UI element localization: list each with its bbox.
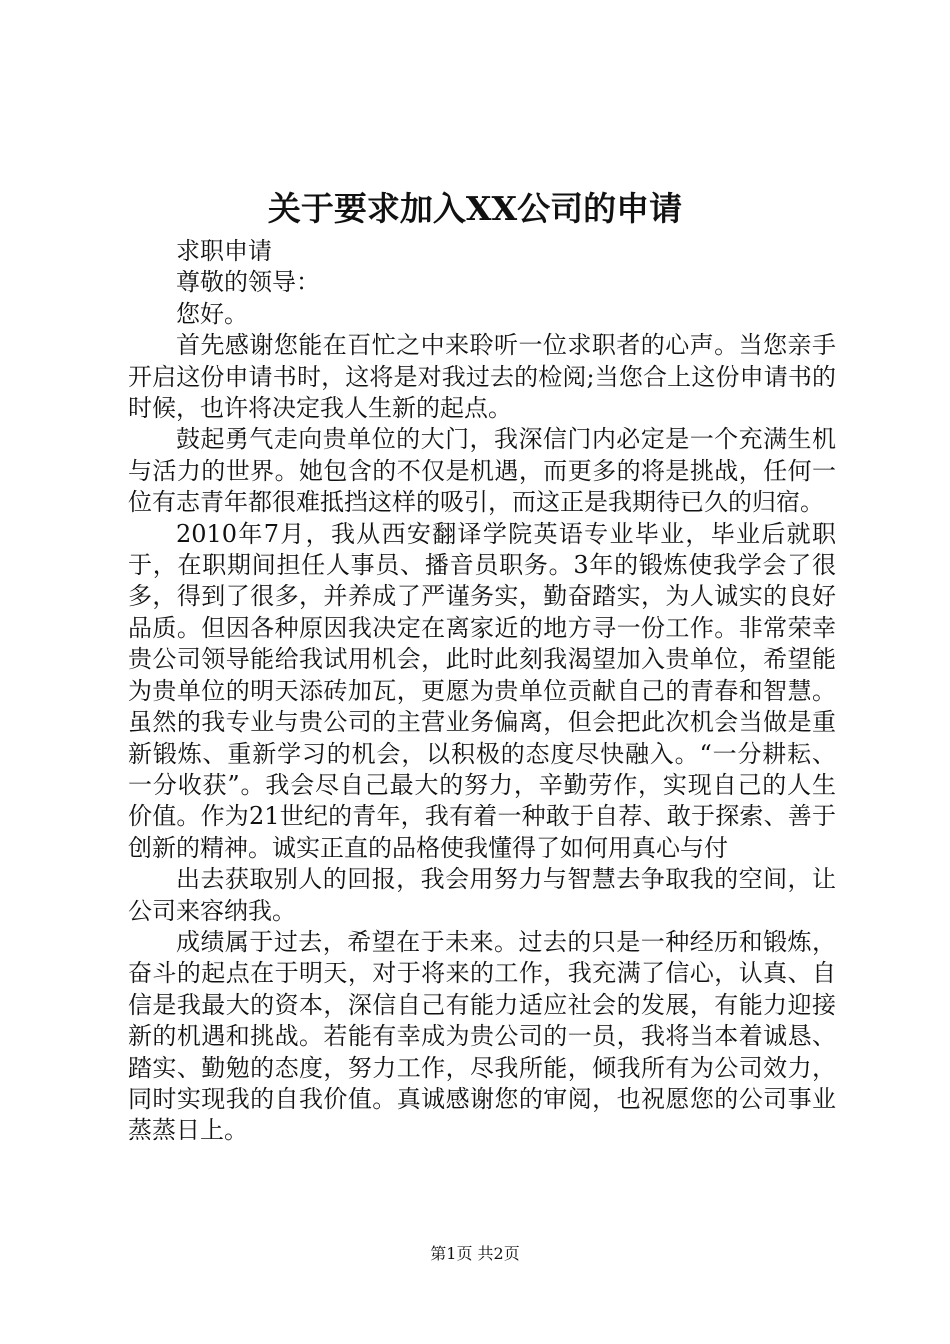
document-body	[128, 236, 836, 1147]
paragraph-greeting: 您好。	[176, 299, 248, 328]
paragraph-salutation: 尊敬的领导：	[176, 268, 320, 297]
paragraph-body: 出去获取别人的回报，我会用努力与智慧去争取我的空间，让公司来容纳我。	[128, 865, 836, 925]
paragraph-body: 成绩属于过去，希望在于未来。过去的只是一种经历和锻炼，奋斗的起点在于明天，对于将来的工作，我充满了信心，认真、自信是我最大的资本，深信自己有能力适应社会的发展，有能力迎接新的机遇和挑战。若能有幸成为贵公司的一员，我将当本着诚恳、踏实、勤勉的态度，努力工作，尽我所能，倾我所有为公司效力，同时实现我的自我价值。真诚感谢您的审阅，也祝愿您的公司事业蒸蒸日上。	[128, 927, 836, 1145]
paragraph-body: 鼓起勇气走向贵单位的大门，我深信门内必定是一个充满生机与活力的世界。她包含的不仅是机遇，而更多的将是挑战，任何一位有志青年都很难抵挡这样的吸引，而这正是我期待已久的归宿。	[128, 425, 836, 517]
paragraph-body: 首先感谢您能在百忙之中来聆听一位求职者的心声。当您亲手开启这份申请书时，这将是对我过去的检阅;当您合上这份申请书的时候，也许将决定我人生新的起点。	[128, 331, 836, 423]
paragraph-body: 2010年7月，我从西安翻译学院英语专业毕业，毕业后就职于，在职期间担任人事员、播音员职务。3年的锻炼使我学会了很多，得到了很多，并养成了严谨务实，勤奋踏实，为人诚实的良好品质。但因各种原因我决定在离家近的地方寻一份工作。非常荣幸贵公司领导能给我试用机会，此时此刻我渴望加入贵单位，希望能为贵单位的明天添砖加瓦，更愿为贵单位贡献自己的青春和智慧。虽然的我专业与贵公司的主营业务偏离，但会把此次机会当做是重新锻炼、重新学习的机会，以积极的态度尽快融入。“一分耕耘、一分收获”。我会尽自己最大的努力，辛勤劳作，实现自己的人生价值。作为21世纪的青年，我有着一种敢于自荐、敢于探索、善于创新的精神。诚实正直的品格使我懂得了如何用真心与付	[128, 519, 836, 862]
page-footer: 第1页 共2页	[430, 1244, 520, 1263]
document-title: 关于要求加入XX公司的申请	[267, 189, 683, 228]
paragraph-heading: 求职申请	[176, 237, 272, 265]
